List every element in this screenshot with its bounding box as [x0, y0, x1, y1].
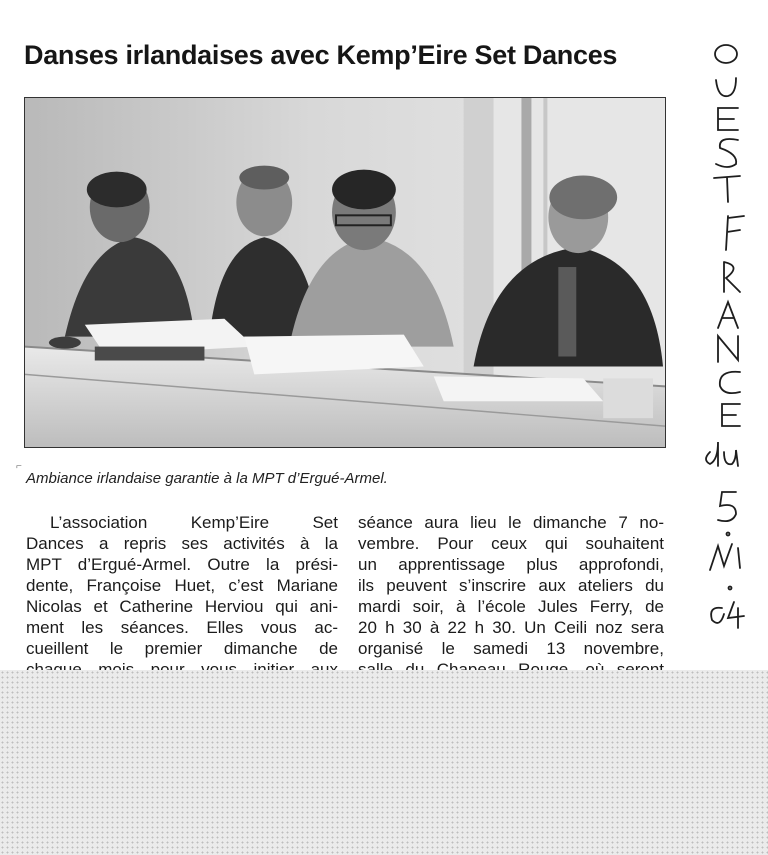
- column-2-line: organisé le samedi 13 novembre,: [358, 639, 664, 658]
- scan-noise-region: [0, 670, 768, 855]
- column-1-line: MPT d’Ergué-Armel. Outre la prési-: [26, 555, 338, 574]
- article-column-1: [26, 512, 338, 688]
- four-people-seated-at-table-icon: [25, 98, 665, 447]
- column-2-line: un apprentissage plus approfondi,: [358, 555, 664, 574]
- column-2-line: vembre. Pour ceux qui souhaitent: [358, 534, 664, 553]
- column-2-line: 20 h 30 à 22 h 30. Un Ceili noz sera: [358, 618, 664, 637]
- column-1-line: Nicolas et Catherine Herviou qui ani-: [26, 597, 338, 616]
- article-column-2: [358, 512, 664, 688]
- cut-marker: ⌐: [16, 461, 22, 472]
- handwritten-source-date-icon: [688, 40, 768, 630]
- column-1-line: dente, Françoise Huet, c’est Mariane: [26, 576, 338, 595]
- column-2-line: mardi soir, à l’école Jules Ferry, de: [358, 597, 664, 616]
- article-headline: Danses irlandaises avec Kemp’Eire Set Dances: [24, 40, 618, 70]
- column-2-line: ils peuvent s’inscrire aux ateliers du: [358, 576, 664, 595]
- article-photo: [24, 97, 666, 448]
- column-1-line: Dances a repris ses activités à la: [26, 534, 338, 553]
- handwritten-margin-note: [688, 40, 768, 630]
- column-1-line: L’association Kemp’Eire Set: [50, 513, 338, 532]
- column-1-line: ment les séances. Elles vous ac-: [26, 618, 338, 637]
- photo-caption: Ambiance irlandaise garantie à la MPT d’Ergué-Armel.: [26, 470, 388, 487]
- column-1-line: cueillent le premier dimanche de: [26, 639, 338, 658]
- column-2-line: séance aura lieu le dimanche 7 no-: [358, 513, 664, 532]
